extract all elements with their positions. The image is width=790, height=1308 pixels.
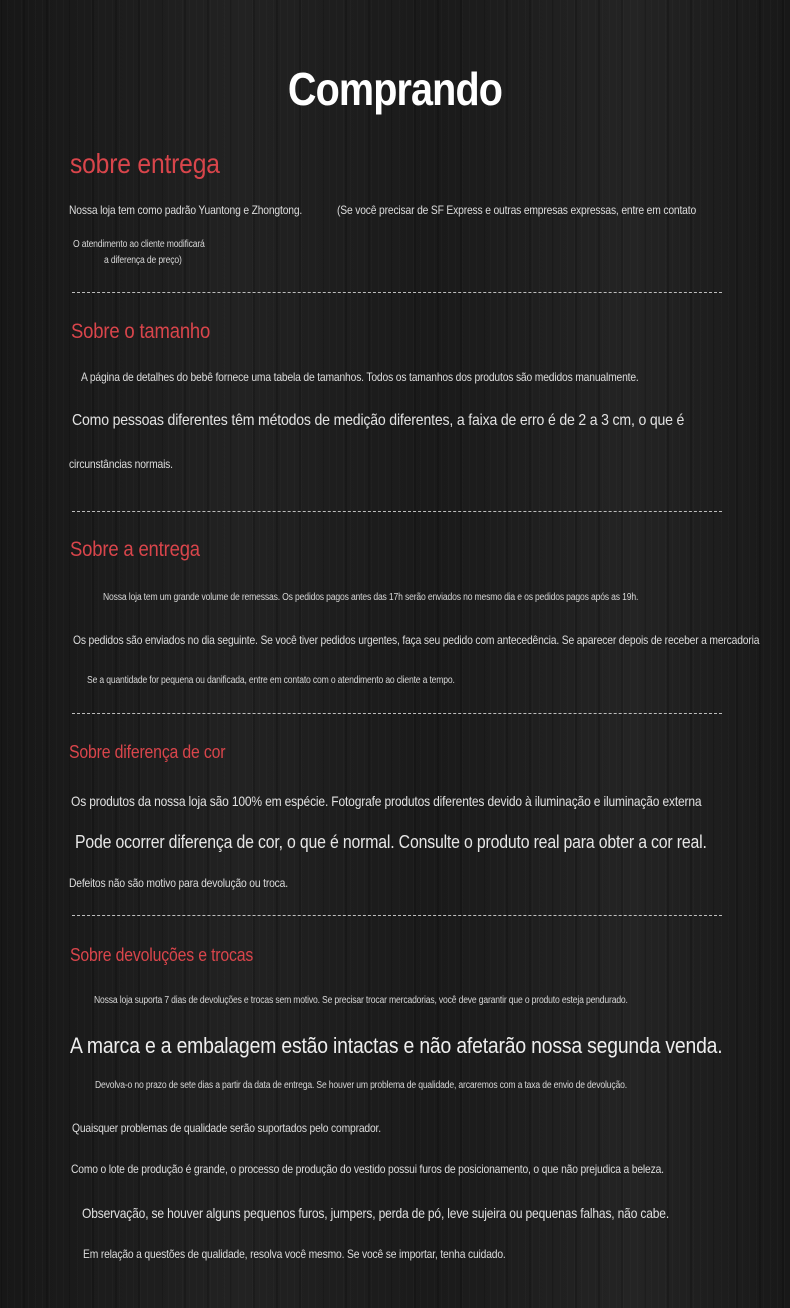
section-divider xyxy=(72,292,722,293)
color-text-2: Pode ocorrer diferença de cor, o que é normal. Consulte o produto real para obter a cor real. xyxy=(75,832,707,852)
section-divider xyxy=(72,713,722,714)
returns-text-2: A marca e a embalagem estão intactas e não afetarão nossa segunda venda. xyxy=(70,1033,723,1058)
page-title: Comprando xyxy=(287,63,503,115)
delivery-text-1: Nossa loja tem como padrão Yuantong e Zhongtong. xyxy=(69,203,303,217)
shipping-text-2: Os pedidos são enviados no dia seguinte. Se você tiver pedidos urgentes, faça seu pedido com antecedência. Se aparecer depois de receber a mercadoria xyxy=(73,633,760,647)
section-heading-size: Sobre o tamanho xyxy=(71,320,211,343)
delivery-text-4: a diferença de preço) xyxy=(104,255,182,266)
size-text-1: A página de detalhes do bebê fornece uma tabela de tamanhos. Todos os tamanhos dos produtos são medidos manualmente. xyxy=(81,370,639,384)
color-text-1: Os produtos da nossa loja são 100% em espécie. Fotografe produtos diferentes devido à iluminação e iluminação externa xyxy=(71,793,702,809)
returns-text-1: Nossa loja suporta 7 dias de devoluções e trocas sem motivo. Se precisar trocar mercadorias, você deve garantir que o produto esteja pendurado. xyxy=(94,995,628,1006)
section-divider xyxy=(72,511,722,512)
delivery-text-2: (Se você precisar de SF Express e outras empresas expressas, entre em contato xyxy=(337,203,697,217)
shipping-text-3: Se a quantidade for pequena ou danificada, entre em contato com o atendimento ao cliente a tempo. xyxy=(87,675,455,686)
section-heading-color: Sobre diferença de cor xyxy=(69,742,226,762)
color-text-3: Defeitos não são motivo para devolução ou troca. xyxy=(69,876,288,890)
section-heading-delivery: sobre entrega xyxy=(70,148,220,179)
returns-text-7: Em relação a questões de qualidade, resolva você mesmo. Se você se importar, tenha cuidado. xyxy=(83,1247,506,1261)
size-text-2: Como pessoas diferentes têm métodos de medição diferentes, a faixa de erro é de 2 a 3 cm, o que é xyxy=(72,412,685,429)
size-text-3: circunstâncias normais. xyxy=(69,457,173,471)
returns-text-3: Devolva-o no prazo de sete dias a partir da data de entrega. Se houver um problema de qualidade, arcaremos com a taxa de envio de devolução. xyxy=(95,1080,627,1091)
shipping-text-1: Nossa loja tem um grande volume de remessas. Os pedidos pagos antes das 17h serão enviados no mesmo dia e os pedidos pagos após as 19h. xyxy=(103,592,639,603)
returns-text-4: Quaisquer problemas de qualidade serão suportados pelo comprador. xyxy=(72,1121,381,1135)
section-heading-shipping: Sobre a entrega xyxy=(70,538,200,561)
delivery-text-3: O atendimento ao cliente modificará xyxy=(73,239,205,250)
section-heading-returns: Sobre devoluções e trocas xyxy=(70,945,254,965)
returns-text-6: Observação, se houver alguns pequenos furos, jumpers, perda de pó, leve sujeira ou pequenas falhas, não cabe. xyxy=(82,1205,670,1221)
returns-text-5: Como o lote de produção é grande, o processo de produção do vestido possui furos de posicionamento, o que não prejudica a beleza. xyxy=(71,1162,664,1176)
section-divider xyxy=(72,915,722,916)
